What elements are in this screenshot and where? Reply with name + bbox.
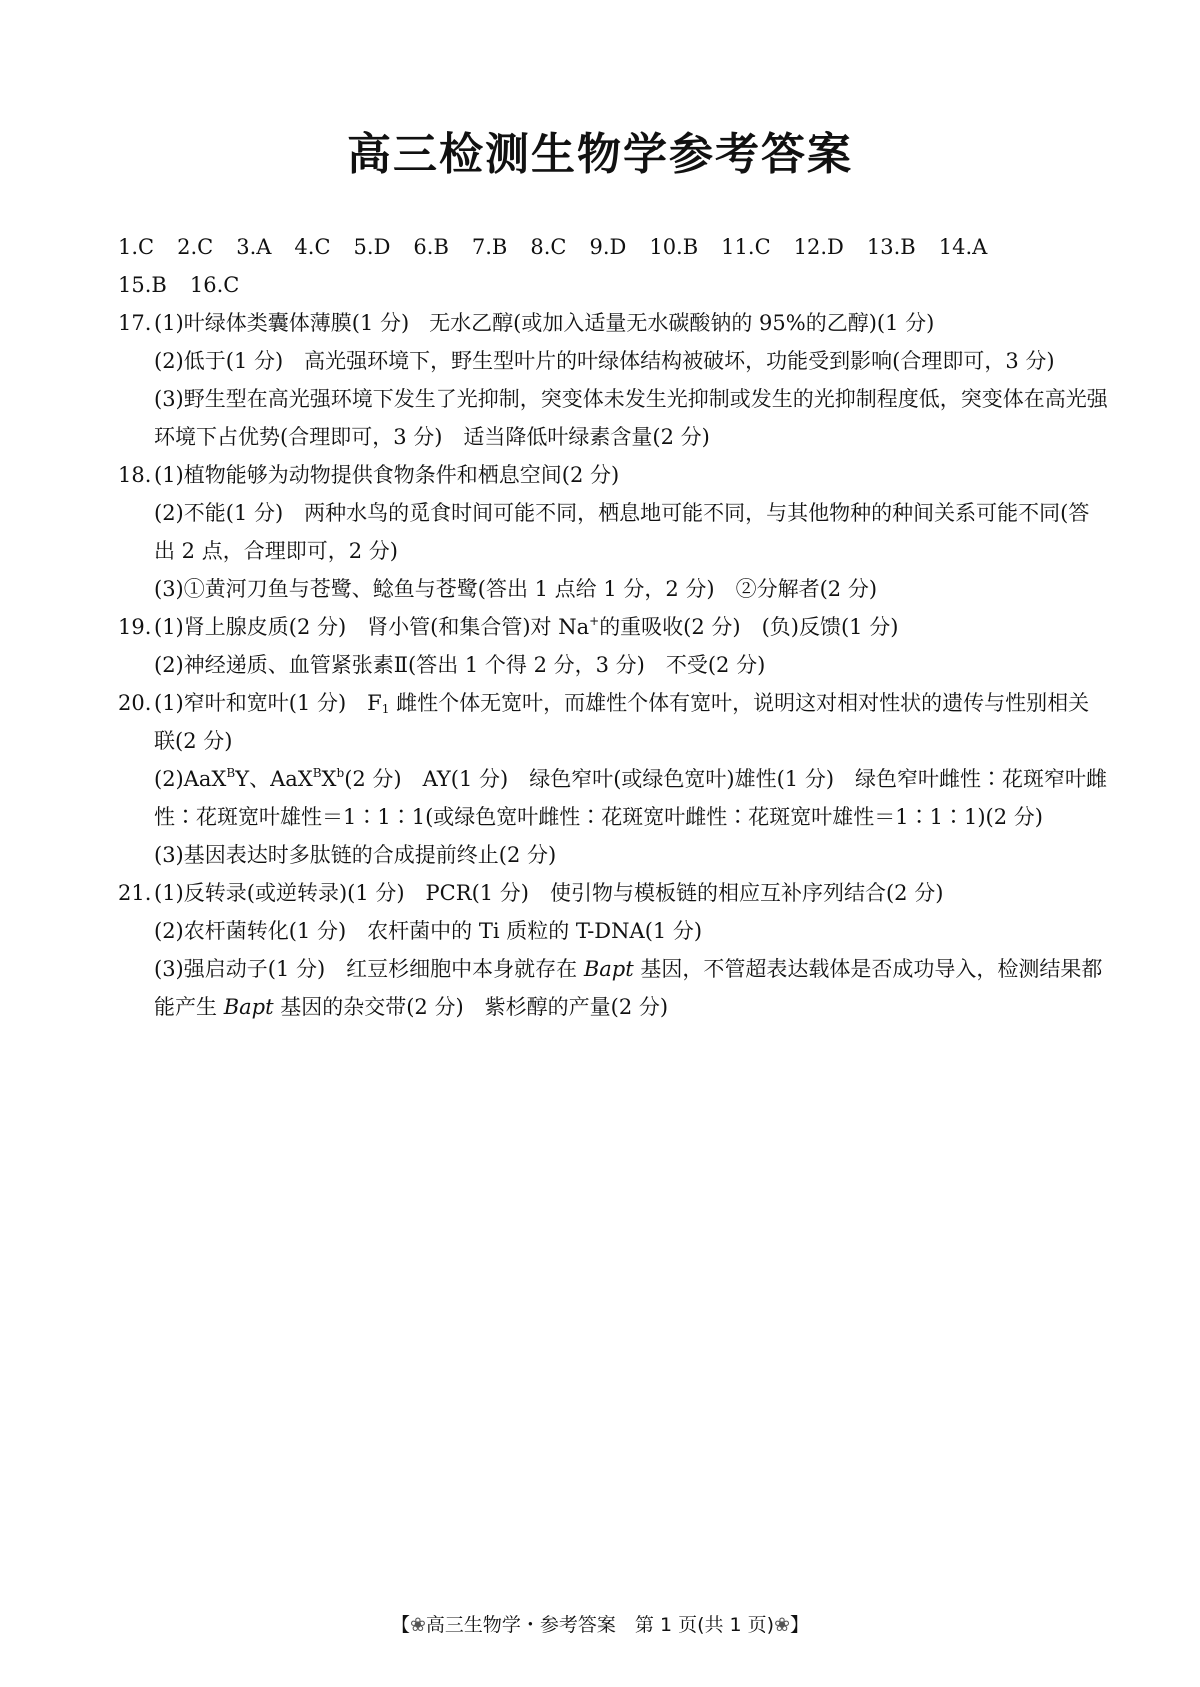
answer-part: 无水乙醇(或加入适量无水碳酸钠的 95%的乙醇)(1 分) xyxy=(429,311,935,335)
answer-part: Y、AaX xyxy=(235,767,313,791)
question-number: 21. xyxy=(118,881,152,905)
answer-part: 基因，不管超表达载体是否成功导入，检测结果都能产生 xyxy=(154,957,1103,1019)
mc-answer: 16.C xyxy=(189,273,240,297)
mc-answer: 15.B xyxy=(118,273,167,297)
footer-bracket: 【 xyxy=(390,1614,410,1636)
mc-answer: 4.C xyxy=(294,235,331,259)
question-18 xyxy=(118,456,1108,608)
mc-answer: 3.A xyxy=(236,235,272,259)
question-number: 19. xyxy=(118,615,152,639)
answer-part: (3)基因表达时多肽链的合成提前终止(2 分) xyxy=(154,843,557,867)
answer-part: (1)窄叶和宽叶(1 分) F xyxy=(154,691,382,715)
footer-bracket: 】 xyxy=(790,1614,810,1636)
multiple-choice-answers-row2 xyxy=(118,266,1108,304)
answer-part: (2)低于(1 分) 高光强环境下，野生型叶片的叶绿体结构被破坏，功能受到影响(合理即可，3 分) xyxy=(154,349,1055,373)
mc-answer: 12.D xyxy=(793,235,844,259)
answer-content xyxy=(118,228,1108,1026)
answer-part: 雌性个体无宽叶，而雄性个体有宽叶，说明这对相对性状的遗传与性别相关联(2 分) xyxy=(154,691,1090,753)
question-19 xyxy=(118,608,1108,684)
answer-part: (2)神经递质、血管紧张素Ⅱ(答出 1 个得 2 分，3 分) 不受(2 分) xyxy=(154,653,766,677)
question-17 xyxy=(118,304,1108,456)
mc-answer: 8.C xyxy=(530,235,567,259)
mc-answer: 14.A xyxy=(938,235,988,259)
mc-answer: 10.B xyxy=(649,235,699,259)
subscript: 1 xyxy=(381,702,390,716)
mc-answer: 2.C xyxy=(177,235,214,259)
page-title: 高三检测生物学参考答案 xyxy=(347,129,853,180)
gene-name: Bapt xyxy=(223,995,274,1019)
answer-part: (2 分) AY(1 分) 绿色窄叶(或绿色宽叶)雄性(1 分) 绿色窄叶雌性∶花斑窄叶雌性∶花斑宽叶雄性＝1∶1∶1(或绿色宽叶雌性∶花斑宽叶雌性∶花斑宽叶雄性＝1∶1∶1)(2 分) xyxy=(154,767,1108,829)
superscript: b xyxy=(336,766,345,780)
answer-part: X xyxy=(321,767,337,791)
superscript: B xyxy=(312,766,322,780)
answer-part: (3)①黄河刀鱼与苍鹭、鲶鱼与苍鹭(答出 1 点给 1 分，2 分) ②分解者(2 分) xyxy=(154,577,878,601)
mc-answer: 5.D xyxy=(353,235,391,259)
mc-answer: 11.C xyxy=(721,235,771,259)
answer-part: (2)AaX xyxy=(154,767,227,791)
question-number: 18. xyxy=(118,463,152,487)
superscript: + xyxy=(589,614,600,628)
mc-answer: 1.C xyxy=(118,235,155,259)
footer-text: 高三生物学・参考答案 第 1 页(共 1 页) xyxy=(425,1614,775,1636)
multiple-choice-answers xyxy=(118,228,1108,266)
answer-part: (1)肾上腺皮质(2 分) 肾小管(和集合管)对 Na xyxy=(154,615,590,639)
page-footer xyxy=(0,1610,1200,1637)
question-number: 17. xyxy=(118,311,152,335)
mc-answer: 13.B xyxy=(866,235,916,259)
answer-part: (2)不能(1 分) 两种水鸟的觅食时间可能不同，栖息地可能不同，与其他物种的种间关系可能不同(答出 2 点，合理即可，2 分) xyxy=(154,501,1090,563)
superscript: B xyxy=(226,766,236,780)
answer-part: 基因的杂交带(2 分) 紫杉醇的产量(2 分) xyxy=(280,995,669,1019)
answer-part: 的重吸收(2 分) (负)反馈(1 分) xyxy=(599,615,899,639)
question-20 xyxy=(118,684,1108,874)
mc-answer: 9.D xyxy=(589,235,627,259)
gene-name: Bapt xyxy=(583,957,634,981)
question-21 xyxy=(118,874,1108,1026)
answer-part: (3)野生型在高光强环境下发生了光抑制，突变体未发生光抑制或发生的光抑制程度低，突变体在高光强环境下占优势(合理即可，3 分) 适当降低叶绿素含量(2 分) xyxy=(154,387,1108,449)
question-number: 20. xyxy=(118,691,152,715)
mc-answer: 7.B xyxy=(471,235,508,259)
flower-icon: ❀ xyxy=(774,1614,790,1636)
flower-icon: ❀ xyxy=(409,1614,426,1636)
answer-part: (2)农杆菌转化(1 分) 农杆菌中的 Ti 质粒的 T-DNA(1 分) xyxy=(154,919,703,943)
answer-part: (1)叶绿体类囊体薄膜(1 分) xyxy=(154,311,410,335)
answer-part: (3)强启动子(1 分) 红豆杉细胞中本身就存在 xyxy=(154,957,578,981)
answer-part: (1)植物能够为动物提供食物条件和栖息空间(2 分) xyxy=(154,463,620,487)
answer-part: (1)反转录(或逆转录)(1 分) PCR(1 分) 使引物与模板链的相应互补序列结合(2 分) xyxy=(154,881,944,905)
mc-answer: 6.B xyxy=(413,235,449,259)
